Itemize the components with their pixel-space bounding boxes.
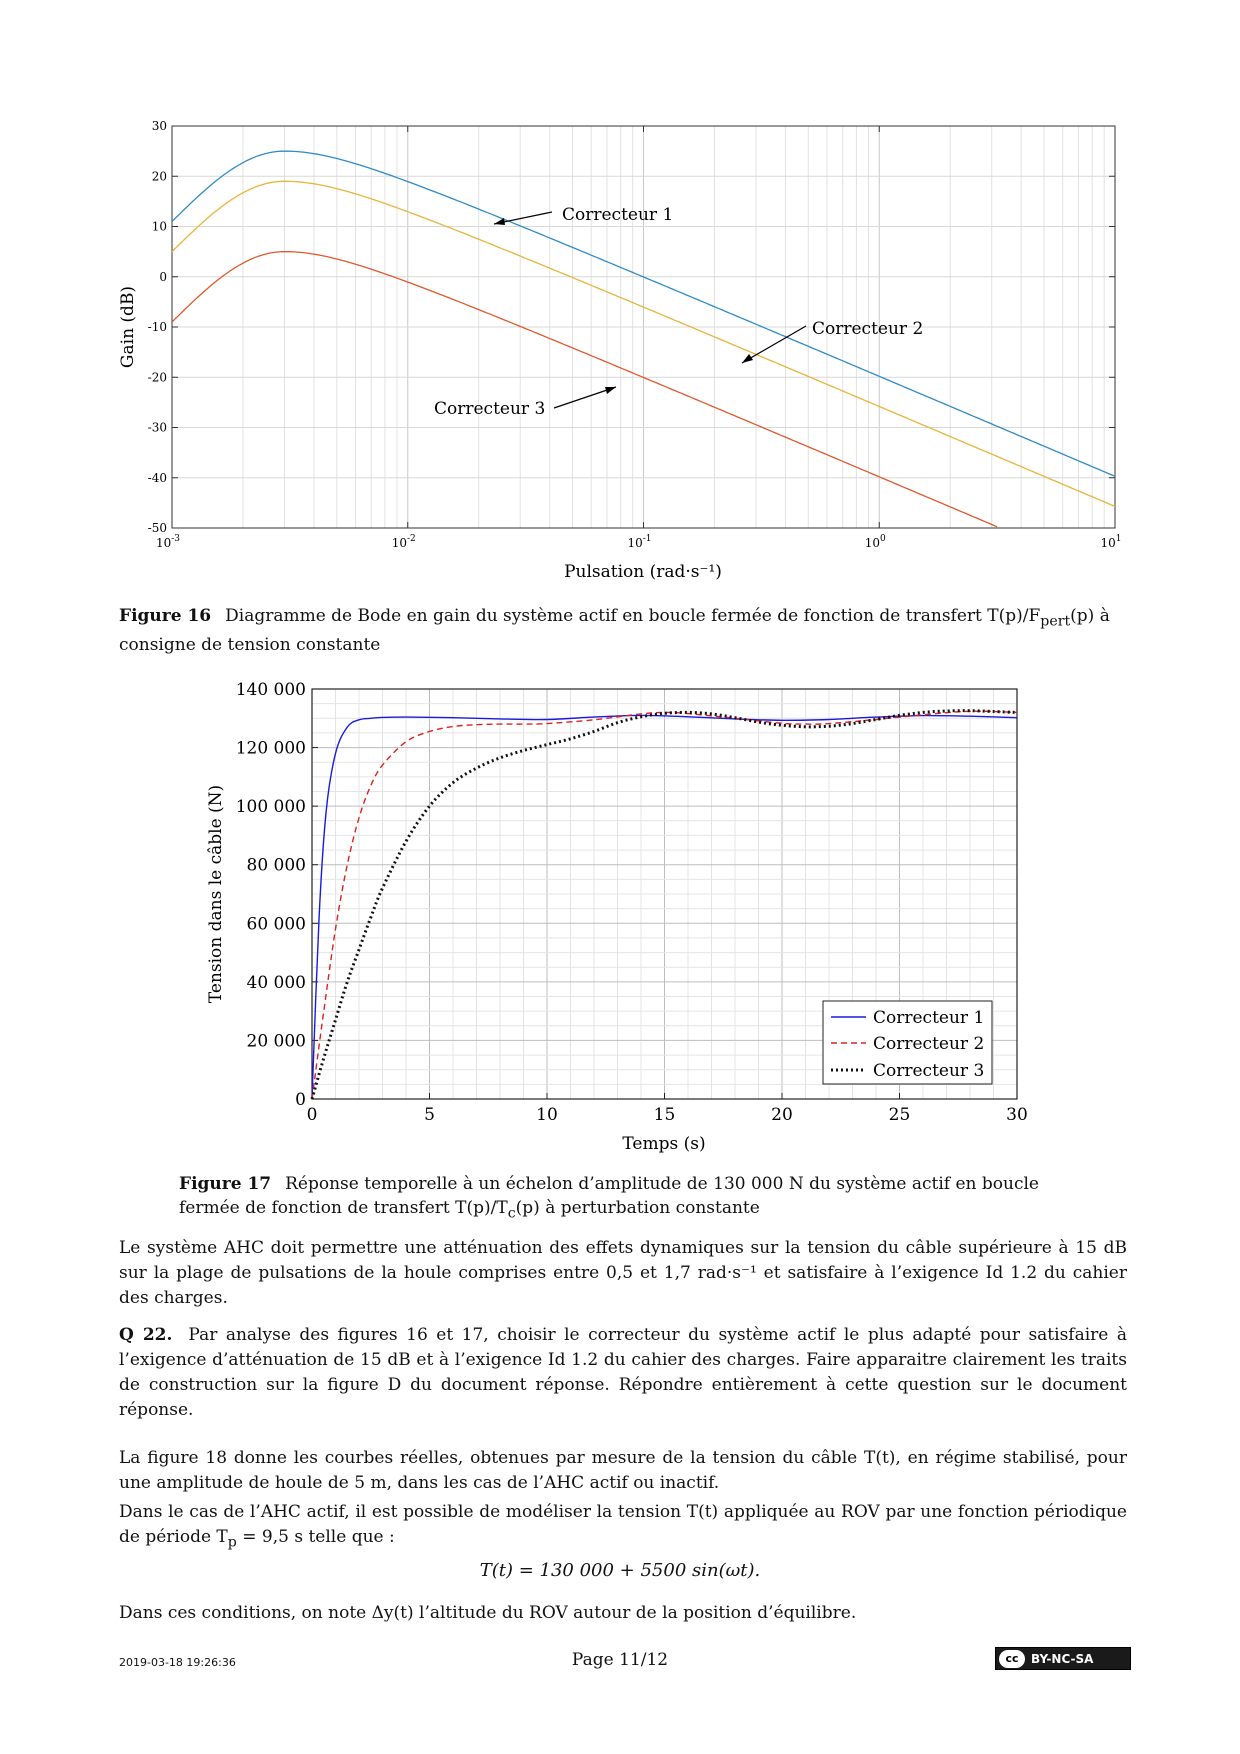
f16-annotation-2-text: Correcteur 2 <box>812 319 924 339</box>
f17-legend-label-1: Correcteur 1 <box>873 1008 985 1028</box>
f16-ytick-label: -30 <box>147 420 167 435</box>
f16-caption-sub: pert <box>1040 613 1071 630</box>
f16-xtick-label: $10^{-2}$ <box>391 534 416 550</box>
f16-ytick-label: 0 <box>159 269 167 284</box>
f17-ytick-label: 40 000 <box>246 972 306 993</box>
para3-text: Dans le cas de l’AHC actif, il est possible de modéliser la tension T(t) appliquée au ROV par une fonction périodique de période T <box>119 1502 1127 1547</box>
f17-ytick-label: 140 000 <box>235 680 306 700</box>
figure17-caption <box>179 1172 1079 1225</box>
para3-text-end: = 9,5 s telle que : <box>236 1527 395 1547</box>
paragraph-model <box>119 1500 1127 1555</box>
f17-ytick-label: 20 000 <box>246 1031 306 1052</box>
paragraph-attenuation: Le système AHC doit permettre une atténuation des effets dynamiques sur la tension du câble supérieure à 15 dB sur la plage de pulsations de la houle comprises entre 0,5 et 1,7 rad·s⁻¹ et satisfaire à l’exigence Id 1.2 du cahier des charges. <box>119 1238 1127 1308</box>
f17-ytick-label: 100 000 <box>235 797 306 818</box>
f16-annotation-1-text: Correcteur 1 <box>562 205 674 225</box>
f17-ylabel: Tension dans le câble (N) <box>206 784 226 1004</box>
f17-caption-label: Figure 17 <box>179 1174 272 1194</box>
cc-license-badge <box>995 1647 1131 1670</box>
question-22 <box>119 1323 1127 1423</box>
f17-y-ticks <box>236 680 318 1110</box>
f17-ytick-label: 0 <box>295 1090 306 1110</box>
paragraph-figure18: La figure 18 donne les courbes réelles, obtenues par mesure de la tension du câble T(t), en régime stabilisé, pour une amplitude de houle de 5 m, dans les cas de l’AHC actif ou inactif. <box>119 1448 1127 1493</box>
f17-caption-sub: c <box>507 1205 516 1222</box>
f17-legend-label-3: Correcteur 3 <box>873 1061 985 1081</box>
cc-icon: cc <box>999 1650 1025 1668</box>
f17-xtick-label: 10 <box>536 1105 558 1125</box>
f17-legend-label-2: Correcteur 2 <box>873 1034 985 1054</box>
f17-ytick-label: 120 000 <box>235 738 306 759</box>
f17-caption-line1: Réponse temporelle à un échelon d’amplitude de 130 000 N du système actif en boucle <box>285 1174 1039 1194</box>
para3-sub: p <box>227 1534 237 1551</box>
f17-xlabel: Temps (s) <box>622 1134 706 1154</box>
f17-xtick-label: 0 <box>306 1105 318 1125</box>
f17-xtick-label: 30 <box>1006 1105 1028 1125</box>
f16-annotation-3-text: Correcteur 3 <box>434 399 546 419</box>
paragraph-altitude: Dans ces conditions, on note Δy(t) l’altitude du ROV autour de la position d’équilibre. <box>119 1603 857 1623</box>
f16-caption-label: Figure 16 <box>119 606 212 626</box>
f17-xtick-label: 5 <box>424 1105 435 1125</box>
f16-ytick-label: -20 <box>147 370 167 385</box>
f17-caption-line2b: (p) à perturbation constante <box>515 1198 760 1218</box>
f16-ytick-label: -50 <box>147 521 167 535</box>
f17-xtick-label: 25 <box>888 1105 911 1125</box>
f16-xtick-label: $10^{-1}$ <box>627 534 652 550</box>
f16-ytick-label: -10 <box>147 320 167 334</box>
f17-legend <box>823 1001 992 1084</box>
f16-xtick-label: $10^{-3}$ <box>155 534 181 550</box>
f16-ylabel: Gain (dB) <box>118 285 138 369</box>
f17-x-ticks <box>307 1093 1028 1125</box>
f16-ytick-label: 20 <box>151 169 167 184</box>
f17-ytick-label: 80 000 <box>246 855 306 876</box>
footer-page-number: Page 11/12 <box>571 1650 669 1670</box>
q22-text: Par analyse des figures 16 et 17, choisir le correcteur du système actif le plus adapté pour satisfaire à l’exigence d’atténuation de 15 dB et à l’exigence Id 1.2 du cahier des charges. Faire apparaitre clairement les traits de construction sur la figure D du document réponse. Répondre entièrement à cette question sur le document réponse. <box>119 1325 1127 1420</box>
f16-xtick-label: $10^1$ <box>1100 534 1122 550</box>
footer-date: 2019-03-18 19:26:36 <box>119 1656 236 1669</box>
f16-caption-text: Diagramme de Bode en gain du système actif en boucle fermée de fonction de transfert T(p)/F <box>225 606 1041 626</box>
q22-label: Q 22. <box>119 1325 173 1345</box>
f16-ytick-label: -40 <box>147 470 167 485</box>
cc-license-text: BY-NC-SA <box>1031 1651 1094 1666</box>
f16-ytick-label: 30 <box>151 119 167 133</box>
f17-xtick-label: 15 <box>653 1105 676 1125</box>
f17-caption-line2a: fermée de fonction de transfert T(p)/T <box>179 1198 508 1218</box>
f17-xtick-label: 20 <box>771 1105 793 1125</box>
f17-ytick-label: 60 000 <box>246 914 306 935</box>
f16-ytick-label: 10 <box>151 219 167 234</box>
equation-tension: T(t) = 130 000 + 5500 sin(ωt). <box>479 1560 761 1581</box>
f16-caption-end: (p) à consigne de tension constante <box>119 606 1110 656</box>
f16-xlabel: Pulsation (rad·s⁻¹) <box>564 562 722 582</box>
f16-xtick-label: $10^0$ <box>864 534 886 550</box>
